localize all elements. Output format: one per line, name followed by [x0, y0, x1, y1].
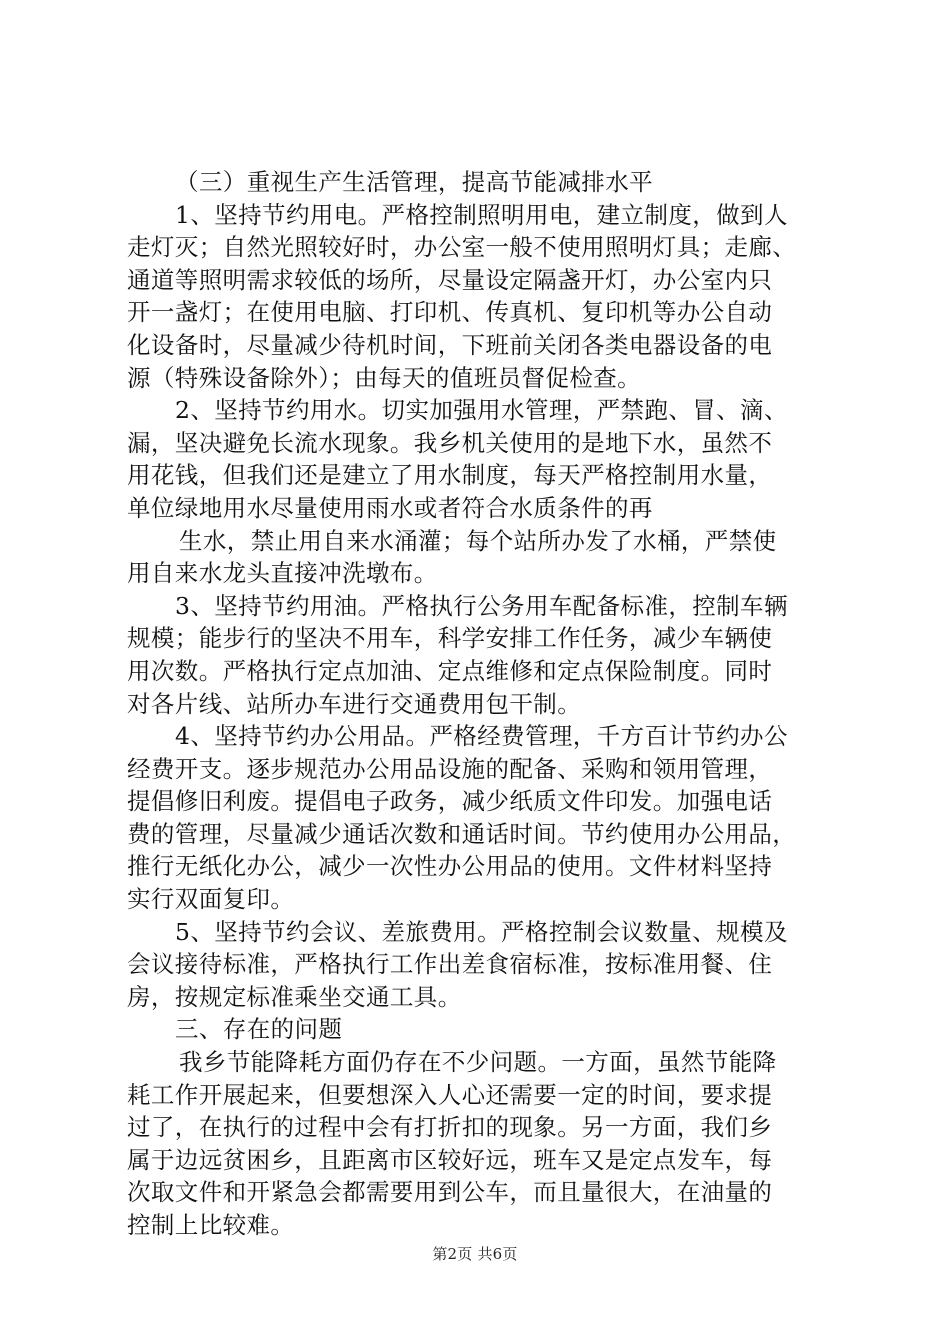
paragraph-line: 走灯灭；自然光照较好时，办公室一般不使用照明灯具；走廊、	[127, 233, 797, 262]
paragraph-line: 5、坚持节约会议、差旅费用。严格控制会议数量、规模及	[175, 917, 788, 946]
paragraph-line: 过了，在执行的过程中会有打折扣的现象。另一方面，我们乡	[127, 1113, 773, 1142]
paragraph-line: 会议接待标准，严格执行工作出差食宿标准，按标准用餐、住	[127, 950, 773, 979]
paragraph-line: 用自来水龙头直接冲洗墩布。	[127, 559, 438, 588]
section-heading: 三、存在的问题	[175, 1015, 343, 1044]
paragraph-line: 属于边远贫困乡，且距离市区较好远，班车又是定点发车，每	[127, 1145, 773, 1174]
paragraph-line: 我乡节能降耗方面仍存在不少问题。一方面，虽然节能降	[179, 1048, 777, 1077]
paragraph-line: 2、坚持节约用水。切实加强用水管理，严禁跑、冒、滴、	[175, 396, 788, 425]
paragraph-line: 提倡修旧利废。提倡电子政务，减少纸质文件印发。加强电话	[127, 787, 773, 816]
paragraph-line: 通道等照明需求较低的场所，尽量设定隔盏开灯，办公室内只	[127, 265, 773, 294]
document-body	[127, 166, 847, 1242]
paragraph-line: 用次数。严格执行定点加油、定点维修和定点保险制度。同时	[127, 656, 773, 685]
page-number-footer: 第2页 共6页	[432, 1245, 518, 1263]
paragraph-line: 漏，坚决避免长流水现象。我乡机关使用的是地下水，虽然不	[127, 428, 773, 457]
paragraph-line: 生水，禁止用自来水涌灌；每个站所办发了水桶，严禁使	[179, 526, 777, 555]
paragraph-line: 费的管理，尽量减少通话次数和通话时间。节约使用办公用品，	[127, 819, 797, 848]
paragraph-line: 化设备时，尽量减少待机时间，下班前关闭各类电器设备的电	[127, 330, 773, 359]
paragraph-line: 3、坚持节约用油。严格执行公务用车配备标准，控制车辆	[175, 591, 788, 620]
paragraph-line: 用花钱，但我们还是建立了用水制度，每天严格控制用水量，	[127, 461, 773, 490]
paragraph-line: 房，按规定标准乘坐交通工具。	[127, 982, 462, 1011]
paragraph-line: 推行无纸化办公，减少一次性办公用品的使用。文件材料坚持	[127, 852, 773, 881]
paragraph-line: 1、坚持节约用电。严格控制照明用电，建立制度，做到人	[175, 200, 788, 229]
paragraph-line: 规模；能步行的坚决不用车，科学安排工作任务，减少车辆使	[127, 624, 773, 653]
paragraph-line: 对各片线、站所办车进行交通费用包干制。	[127, 689, 582, 718]
paragraph-line: 耗工作开展起来，但要想深入人心还需要一定的时间，要求提	[127, 1080, 773, 1109]
paragraph-line: 开一盏灯；在使用电脑、打印机、传真机、复印机等办公自动	[127, 298, 773, 327]
paragraph-line: 次取文件和开紧急会都需要用到公车，而且量很大，在油量的	[127, 1178, 773, 1207]
paragraph-line: 4、坚持节约办公用品。严格经费管理，千方百计节约办公	[175, 722, 788, 751]
paragraph-line: 经费开支。逐步规范办公用品设施的配备、采购和领用管理，	[127, 754, 773, 783]
paragraph-line: 源（特殊设备除外）；由每天的值班员督促检查。	[127, 363, 642, 392]
paragraph-line: 实行双面复印。	[127, 885, 295, 914]
paragraph-line: 控制上比较难。	[127, 1211, 295, 1239]
section-heading: （三）重视生产生活管理，提高节能减排水平	[175, 168, 653, 196]
paragraph-line: 单位绿地用水尽量使用雨水或者符合水质条件的再	[127, 493, 653, 522]
